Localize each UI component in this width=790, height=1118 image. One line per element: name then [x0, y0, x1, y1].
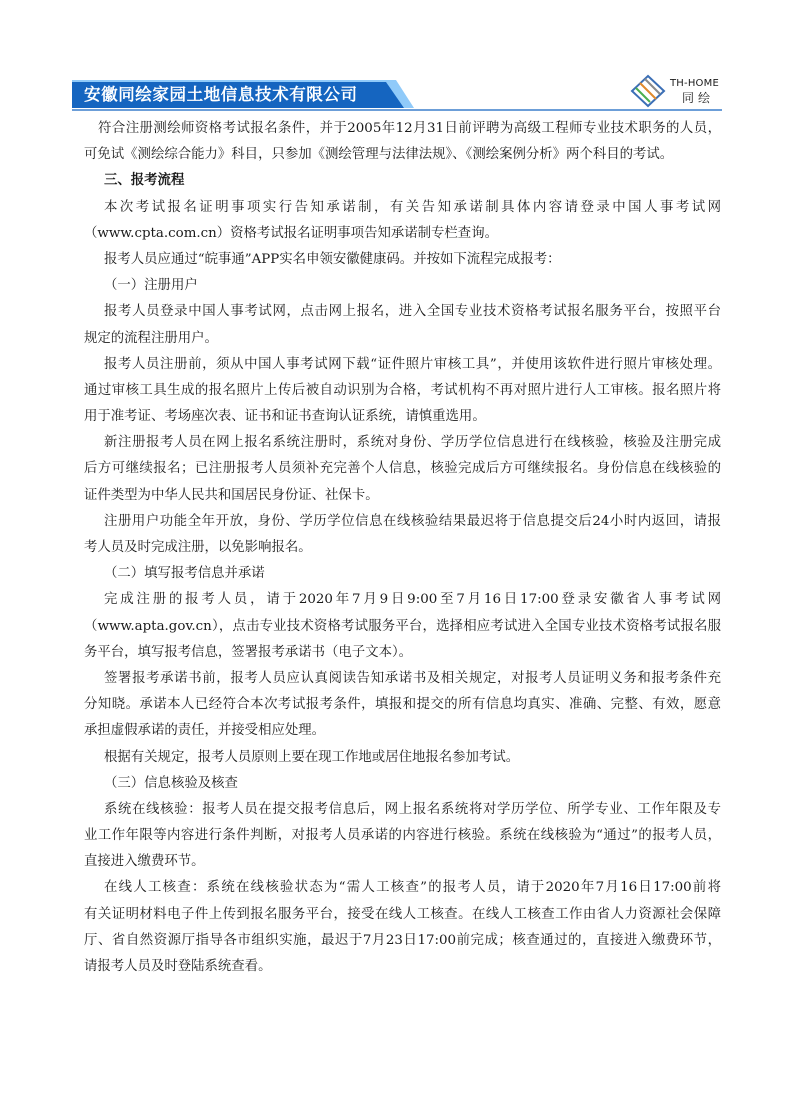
paragraph-line: 规定的流程注册用户。 [84, 330, 218, 346]
paragraph-line: 签署报考承诺书前，报考人员应认真阅读告知承诺书及相关规定，对报考人员证明义务和报考条件充 [104, 670, 721, 686]
paragraph-line: 考人员及时完成注册，以免影响报名。 [84, 540, 312, 555]
subsection-heading: （一）注册用户 [104, 278, 198, 294]
paragraph-line: 符合注册测绘师资格考试报名条件，并于2005年12月31日前评聘为高级工程师专业技术职务的人员， [98, 121, 721, 136]
company-logo [630, 72, 740, 108]
paragraph-line: 可免试《测绘综合能力》科目，只参加《测绘管理与法律法规》、《测绘案例分析》两个科目的考试。 [84, 147, 674, 163]
document-body [84, 116, 721, 980]
paragraph-line: 务平台，填写报考信息，签署报考承诺书（电子文本）。 [84, 644, 413, 660]
paragraph-line: 在线人工核查：系统在线核验状态为“需人工核查”的报考人员，请于2020年7月16日17:00前将 [104, 880, 721, 896]
paragraph-line: （www.cpta.com.cn）资格考试报名证明事项告知承诺制专栏查询。 [84, 225, 498, 241]
paragraph-line: 承担虚假承诺的责任，并接受相应处理。 [84, 723, 326, 739]
paragraph-line: （www.apta.gov.cn），点击专业技术资格考试服务平台，选择相应考试进入全国专业技术资格考试报名服 [84, 618, 721, 634]
logo-text-en: TH-HOME [670, 78, 719, 89]
section-heading: 三、报考流程 [104, 173, 185, 189]
paragraph-line: 报考人员注册前，须从中国人事考试网下载“证件照片审核工具”，并使用该软件进行照片审核处理。 [104, 356, 721, 372]
paragraph-line: 系统在线核验：报考人员在提交报考信息后，网上报名系统将对学历学位、所学专业、工作年限及专 [104, 801, 721, 817]
paragraph-line: 有关证明材料电子件上传到报名服务平台，接受在线人工核查。在线人工核查工作由省人力资源社会保障 [84, 906, 721, 922]
paragraph-line: 直接进入缴费环节。 [84, 854, 205, 870]
subsection-heading: （二）填写报考信息并承诺 [104, 566, 265, 582]
paragraph-line: 报考人员应通过“皖事通”APP实名申领安徽健康码。并按如下流程完成报考： [104, 251, 561, 267]
paragraph-line: 后方可继续报名；已注册报考人员须补充完善个人信息，核验完成后方可继续报名。身份信息在线核验的 [84, 461, 721, 477]
logo-mark-icon [630, 74, 666, 108]
company-name: 安徽同绘家园土地信息技术有限公司 [84, 85, 358, 104]
logo-text-cn: 同绘 [682, 91, 715, 105]
paragraph-line: 注册用户功能全年开放，身份、学历学位信息在线核验结果最迟将于信息提交后24小时内返回，请报 [104, 513, 721, 529]
paragraph-line: 通过审核工具生成的报名照片上传后被自动识别为合格，考试机构不再对照片进行人工审核。报名照片将 [84, 382, 721, 398]
paragraph-line: 分知晓。承诺本人已经符合本次考试报考条件，填报和提交的所有信息均真实、准确、完整、有效，愿意 [84, 697, 721, 713]
subsection-heading: （三）信息核验及核查 [104, 775, 238, 791]
paragraph-line: 报考人员登录中国人事考试网，点击网上报名，进入全国专业技术资格考试报名服务平台，按照平台 [104, 304, 721, 320]
paragraph-line: 根据有关规定，报考人员原则上要在现工作地或居住地报名参加考试。 [104, 749, 520, 765]
paragraph-line: 新注册报考人员在网上报名系统注册时，系统对身份、学历学位信息进行在线核验，核验及注册完成 [104, 435, 721, 451]
paragraph-line: 本次考试报名证明事项实行告知承诺制，有关告知承诺制具体内容请登录中国人事考试网 [104, 199, 721, 215]
paragraph-line: 用于准考证、考场座次表、证书和证书查询认证系统，请慎重选用。 [84, 409, 486, 425]
paragraph-line: 证件类型为中华人民共和国居民身份证、社保卡。 [84, 487, 379, 503]
paragraph-line: 请报考人员及时登陆系统查看。 [84, 959, 272, 974]
paragraph-line: 完成注册的报考人员，请于2020年7月9日9:00至7月16日17:00登录安徽省人事考试网 [104, 592, 721, 608]
page-header [0, 0, 790, 112]
header-rule [0, 109, 790, 113]
paragraph-line: 业工作年限等内容进行条件判断，对报考人员承诺的内容进行核验。系统在线核验为“通过”的报考人员， [84, 828, 721, 844]
paragraph-line: 厅、省自然资源厅指导各市组织实施，最迟于7月23日17:00前完成；核查通过的，直接进入缴费环节， [84, 932, 721, 948]
